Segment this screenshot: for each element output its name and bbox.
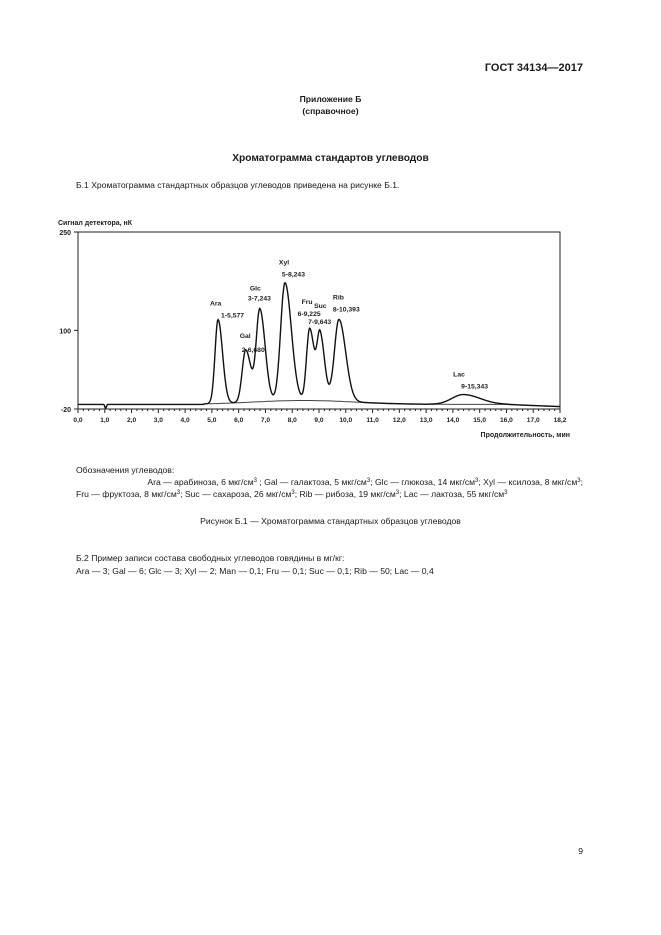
x-tick-label: 17,0 — [526, 417, 540, 424]
peak-label: 2-6,680 — [241, 346, 265, 354]
x-tick-label: 18,2 — [553, 417, 567, 424]
peak-name: Rib — [332, 294, 344, 302]
peak-label: 3-7,243 — [247, 295, 271, 303]
legend-suc: ; Suc — сахароза, 26 мкг/см — [180, 489, 292, 499]
y-axis-label: Сигнал детектора, нК — [58, 220, 133, 227]
legend-rib: ; Rib — рибоза, 19 мкг/см — [294, 489, 396, 499]
x-axis-label: Продолжительность, мин — [480, 432, 570, 439]
legend-line-1 — [147, 477, 583, 487]
legend-glc: ; Glc — глюкоза, 14 мкг/см — [370, 477, 476, 487]
x-tick-label: 5,0 — [207, 417, 217, 424]
peak-label: 7-9,643 — [308, 319, 332, 327]
figure-caption: Рисунок Б.1 — Хроматограмма стандартных образцов углеводов — [200, 516, 461, 526]
x-tick-label: 15,0 — [473, 417, 487, 424]
peak-label: 6-9,225 — [297, 311, 321, 319]
peak-name: Glc — [249, 285, 261, 293]
x-tick-label: 14,0 — [446, 417, 460, 424]
peak-name: Fru — [301, 299, 313, 307]
legend-xyl: ; Xyl — ксилоза, 8 мкг/см — [478, 477, 578, 487]
x-tick-label: 10,0 — [339, 417, 353, 424]
x-tick-label: 0,0 — [73, 417, 83, 424]
x-tick-label: 11,0 — [366, 417, 379, 424]
x-tick-label: 1,0 — [100, 417, 110, 424]
paragraph-b1: Б.1 Хроматограмма стандартных образцов углеводов приведена на рисунке Б.1. — [76, 180, 400, 190]
standard-number: ГОСТ 34134—2017 — [484, 62, 583, 74]
x-tick-label: 2,0 — [126, 417, 137, 424]
peak-name: Xyl — [278, 259, 290, 267]
paragraph-b2: Б.2 Пример записи состава свободных углеводов говядины в мг/кг: — [76, 553, 345, 563]
sup: 3 — [253, 478, 257, 484]
x-tick-label: 3,0 — [153, 417, 163, 424]
y-tick-label: 100 — [59, 328, 71, 336]
sup: 3 — [291, 490, 295, 496]
appendix-subtitle: (справочное) — [302, 106, 359, 116]
x-tick-label: 4,0 — [180, 417, 190, 424]
chromatogram-chart — [0, 205, 661, 455]
legend-fru: Fru — фруктоза, 8 мкг/см — [76, 489, 177, 499]
peak-label: 8-10,393 — [332, 306, 360, 314]
x-tick-label: 9,0 — [314, 417, 324, 424]
appendix-title: Приложение Б — [299, 94, 362, 104]
x-tick-label: 6,0 — [234, 417, 244, 424]
x-tick-label: 13,0 — [419, 417, 433, 424]
x-tick-label: 8,0 — [287, 417, 297, 424]
y-tick-label: -20 — [60, 407, 71, 414]
y-tick-label: 250 — [59, 230, 71, 237]
legend-ara-gal: Ara — арабиноза, 6 мкг/см — [147, 477, 254, 487]
legend-lac: ; Lac — лактоза, 55 мкг/см — [399, 489, 505, 499]
peak-name: Ara — [210, 300, 222, 308]
peak-label: 1-5,577 — [221, 312, 245, 320]
peak-name: Gal — [239, 332, 251, 340]
sup: 3 — [366, 478, 371, 484]
peak-label: 5-8,243 — [281, 271, 305, 279]
sup: 3 — [504, 490, 508, 496]
appendix-block — [0, 93, 661, 117]
section-heading: Хроматограмма стандартов углеводов — [232, 153, 429, 164]
page-number: 9 — [578, 846, 583, 856]
x-tick-label: 12,0 — [392, 417, 406, 424]
sup: 3 — [395, 490, 400, 496]
x-tick-label: 16,0 — [500, 417, 513, 424]
peak-name: Suc — [314, 303, 327, 311]
legend-line-2 — [76, 489, 508, 499]
sup: 3 — [475, 478, 479, 484]
legend-sep: ; — [580, 477, 583, 487]
sup: 3 — [176, 490, 181, 496]
peak-name: Lac — [453, 371, 465, 379]
legend-intro: Обозначения углеводов: — [76, 465, 175, 475]
legend-gal: ; Gal — галактоза, 5 мкг/см — [256, 477, 367, 487]
example-values: Ara — 3; Gal — 6; Glc — 3; Xyl — 2; Man — 0,1; Fru — 0,1; Suc — 0,1; Rib — 50; Lac — 0,4 — [76, 566, 434, 576]
peak-label: 9-15,343 — [461, 383, 489, 391]
sup: 3 — [577, 478, 581, 484]
x-tick-label: 7,0 — [260, 417, 271, 424]
